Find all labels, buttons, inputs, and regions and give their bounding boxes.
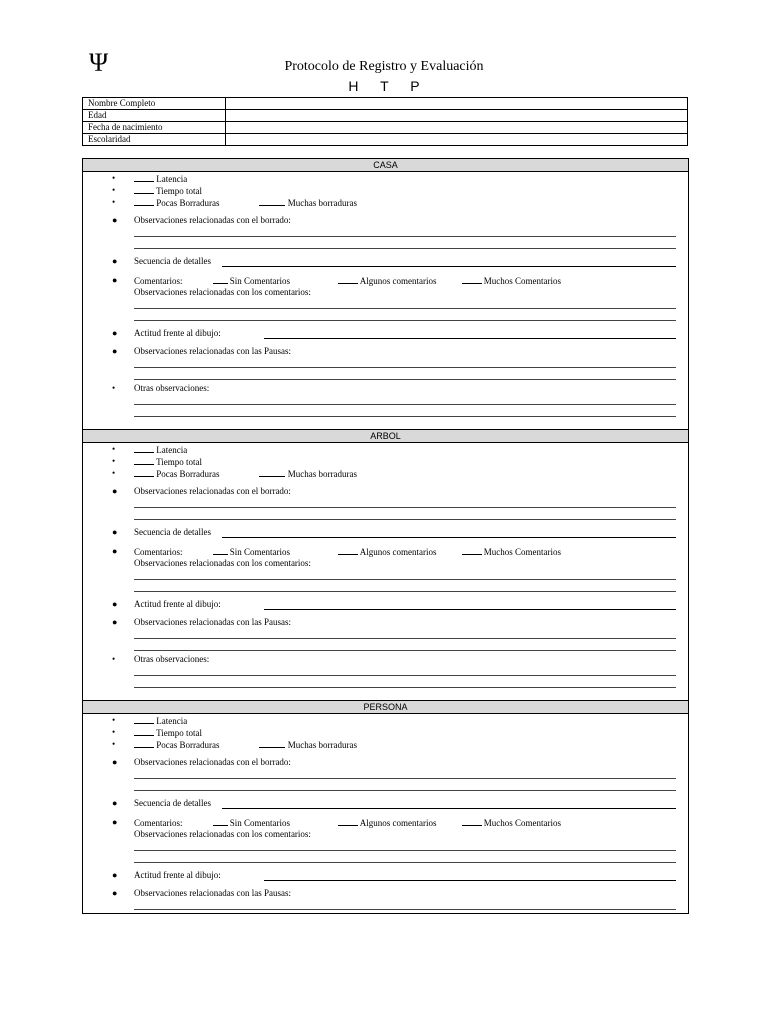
latencia-blank[interactable]: [134, 173, 154, 182]
info-label: Fecha de nacimiento: [83, 122, 226, 134]
write-line[interactable]: [134, 862, 676, 863]
obs-borrado-label: Observaciones relacionadas con el borrado:: [134, 757, 291, 767]
tiempo-total-item: Tiempo total: [134, 456, 202, 468]
sin-blank[interactable]: [213, 275, 228, 284]
tiempo-blank[interactable]: [134, 185, 154, 194]
tiempo-total-item: Tiempo total: [134, 185, 202, 197]
write-line[interactable]: [134, 579, 676, 580]
write-line[interactable]: [134, 320, 676, 321]
obs-pausas-label: Observaciones relacionadas con las Pausas:: [134, 617, 291, 627]
bullet: ●: [112, 328, 118, 338]
write-line[interactable]: [134, 379, 676, 380]
info-value-field[interactable]: [226, 134, 688, 146]
borraduras-item: Pocas Borraduras Muchas borraduras: [134, 468, 357, 480]
info-row-birthdate: [83, 122, 688, 134]
obs-comentarios-label: Observaciones relacionadas con los comentarios:: [134, 287, 311, 297]
bullet: ●: [112, 817, 118, 827]
muchas-blank[interactable]: [259, 739, 285, 748]
secuencia-label: Secuencia de detalles: [134, 256, 211, 266]
otras-label: Otras observaciones:: [134, 383, 210, 393]
actitud-label: Actitud frente al dibujo:: [134, 870, 221, 880]
obs-pausas-label: Observaciones relacionadas con las Pausas:: [134, 888, 291, 898]
info-row-name: [83, 98, 688, 110]
section-header: CASA: [83, 159, 688, 172]
bullet: ●: [112, 486, 118, 496]
info-row-schooling: [83, 134, 688, 146]
tiempo-total-item: Tiempo total: [134, 727, 202, 739]
bullet: •: [112, 173, 116, 183]
latencia-item: Latencia: [134, 444, 187, 456]
section-header: ARBOL: [83, 430, 688, 443]
latencia-item: Latencia: [134, 715, 187, 727]
write-line[interactable]: [134, 650, 676, 651]
obs-pausas-label: Observaciones relacionadas con las Pausas:: [134, 346, 291, 356]
latencia-blank[interactable]: [134, 444, 154, 453]
write-line[interactable]: [134, 236, 676, 237]
pocas-blank[interactable]: [134, 739, 154, 748]
secuencia-label: Secuencia de detalles: [134, 527, 211, 537]
section-casa: [82, 158, 689, 430]
borraduras-item: Pocas Borraduras Muchas borraduras: [134, 197, 357, 209]
write-line[interactable]: [134, 687, 676, 688]
actitud-line[interactable]: [264, 880, 676, 881]
actitud-line[interactable]: [264, 338, 676, 339]
write-line[interactable]: [134, 790, 676, 791]
muchos-blank[interactable]: [462, 817, 482, 826]
info-label: Edad: [83, 110, 226, 122]
write-line[interactable]: [134, 909, 676, 910]
secuencia-line[interactable]: [222, 537, 676, 538]
page-subtitle: H T P: [348, 78, 429, 94]
section-header: PERSONA: [83, 701, 688, 714]
bullet: •: [112, 727, 116, 737]
bullet: ●: [112, 870, 118, 880]
write-line[interactable]: [134, 778, 676, 779]
bullet: ●: [112, 215, 118, 225]
muchas-blank[interactable]: [259, 468, 285, 477]
secuencia-line[interactable]: [222, 266, 676, 267]
write-line[interactable]: [134, 248, 676, 249]
write-line[interactable]: [134, 850, 676, 851]
section-persona: [82, 700, 689, 914]
write-line[interactable]: [134, 638, 676, 639]
actitud-label: Actitud frente al dibujo:: [134, 328, 221, 338]
latencia-blank[interactable]: [134, 715, 154, 724]
comentarios-item: Comentarios: Sin Comentarios Algunos comentarios Muchos Comentarios: [134, 547, 562, 557]
algunos-blank[interactable]: [338, 546, 358, 555]
info-label: Nombre Completo: [83, 98, 226, 110]
pocas-blank[interactable]: [134, 197, 154, 206]
write-line[interactable]: [134, 308, 676, 309]
bullet: •: [112, 654, 116, 664]
actitud-label: Actitud frente al dibujo:: [134, 599, 221, 609]
bullet: •: [112, 444, 116, 454]
bullet: ●: [112, 757, 118, 767]
info-value-field[interactable]: [226, 122, 688, 134]
bullet: ●: [112, 798, 118, 808]
info-value-field[interactable]: [226, 110, 688, 122]
personal-info-table: [82, 97, 688, 146]
bullet: ●: [112, 888, 118, 898]
bullet: ●: [112, 256, 118, 266]
latencia-item: Latencia: [134, 173, 187, 185]
secuencia-label: Secuencia de detalles: [134, 798, 211, 808]
sin-blank[interactable]: [213, 817, 228, 826]
info-label: Escolaridad: [83, 134, 226, 146]
obs-borrado-label: Observaciones relacionadas con el borrado:: [134, 486, 291, 496]
bullet: ●: [112, 346, 118, 356]
comentarios-item: Comentarios: Sin Comentarios Algunos comentarios Muchos Comentarios: [134, 276, 562, 286]
obs-borrado-label: Observaciones relacionadas con el borrado:: [134, 215, 291, 225]
bullet: ●: [112, 599, 118, 609]
bullet: •: [112, 383, 116, 393]
borraduras-item: Pocas Borraduras Muchas borraduras: [134, 739, 357, 751]
bullet: ●: [112, 546, 118, 556]
otras-label: Otras observaciones:: [134, 654, 210, 664]
bullet: ●: [112, 275, 118, 285]
write-line[interactable]: [134, 367, 676, 368]
muchas-blank[interactable]: [259, 197, 285, 206]
write-line[interactable]: [134, 507, 676, 508]
section-arbol: [82, 429, 689, 701]
obs-comentarios-label: Observaciones relacionadas con los comentarios:: [134, 829, 311, 839]
algunos-blank[interactable]: [338, 275, 358, 284]
bullet: ●: [112, 527, 118, 537]
bullet: ●: [112, 617, 118, 627]
page-title: Protocolo de Registro y Evaluación: [284, 59, 484, 74]
info-row-age: [83, 110, 688, 122]
bullet: •: [112, 715, 116, 725]
pocas-blank[interactable]: [134, 468, 154, 477]
secuencia-line[interactable]: [222, 808, 676, 809]
actitud-line[interactable]: [264, 609, 676, 610]
comentarios-item: Comentarios: Sin Comentarios Algunos comentarios Muchos Comentarios: [134, 818, 562, 828]
muchos-blank[interactable]: [462, 546, 482, 555]
write-line[interactable]: [134, 416, 676, 417]
write-line[interactable]: [134, 675, 676, 676]
bullet: •: [112, 456, 116, 466]
bullet: •: [112, 468, 116, 478]
tiempo-blank[interactable]: [134, 727, 154, 736]
write-line[interactable]: [134, 404, 676, 405]
bullet: •: [112, 185, 116, 195]
muchos-blank[interactable]: [462, 275, 482, 284]
obs-comentarios-label: Observaciones relacionadas con los comentarios:: [134, 558, 311, 568]
bullet: •: [112, 197, 116, 207]
psi-logo: Ψ: [89, 48, 109, 77]
write-line[interactable]: [134, 591, 676, 592]
bullet: •: [112, 739, 116, 749]
write-line[interactable]: [134, 519, 676, 520]
info-value-field[interactable]: [226, 98, 688, 110]
tiempo-blank[interactable]: [134, 456, 154, 465]
sin-blank[interactable]: [213, 546, 228, 555]
algunos-blank[interactable]: [338, 817, 358, 826]
